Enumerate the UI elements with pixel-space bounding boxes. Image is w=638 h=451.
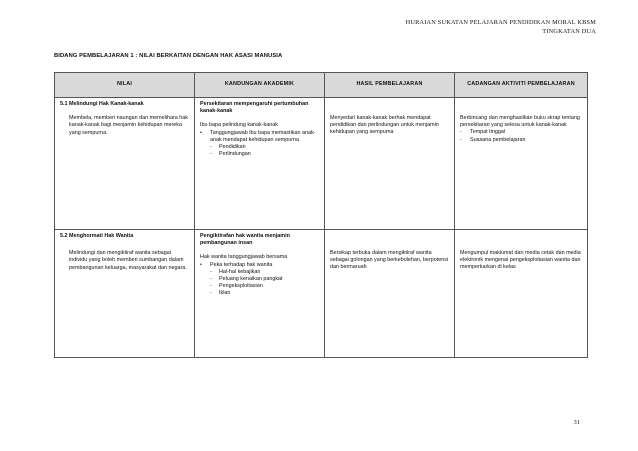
header-line-2: TINGKATAN DUA <box>542 28 596 35</box>
page-number: 31 <box>573 419 580 426</box>
dash-icon: - <box>460 136 462 143</box>
nilai-description: Melindungi dan mengiktiraf wanita sebagai individu yang boleh memberi sumbangan dalam pembangunan keluarga, masyarakat dan negara. <box>69 250 187 271</box>
dash-icon: - <box>210 276 212 283</box>
column-header-aktiviti: CADANGAN AKTIVITI PEMBELAJARAN <box>455 73 588 98</box>
dash-icon: - <box>210 290 212 297</box>
nilai-title: 5.1 Melindungi Hak Kanak-kanak <box>60 101 144 107</box>
kandungan-intro: Hak wanita tanggungjawab bersama <box>200 254 288 261</box>
aktiviti-cell <box>455 230 588 358</box>
kandungan-intro: Ibu bapa pelindung kanak-kanak <box>200 122 278 129</box>
kandungan-bullet: • Tanggungjawab ibu bapa memastikan anak-anak mendapat kehidupan sempurna <box>200 129 316 143</box>
hasil-cell <box>325 98 455 230</box>
learning-area-title: BIDANG PEMBELAJARAN 1 : NILAI BERKAITAN DENGAN HAK ASASI MANUSIA <box>54 53 283 59</box>
nilai-title: 5.2 Menghormati Hak Wanita <box>60 233 134 239</box>
kandungan-subitem: - Pengeksploitasian <box>210 283 263 290</box>
kandungan-subitem: - Perlindungan <box>210 151 251 158</box>
kandungan-subitem: - Iklan <box>210 290 231 297</box>
hasil-text: Menyedari kanak-kanak berhak mendapat pendidikan dan perlindungan untuk menjamin kehidupan yang sempurna <box>330 115 439 136</box>
kandungan-title: Persekitaran mempengaruhi pertumbuhan kanak-kanak <box>200 101 309 115</box>
dash-icon: - <box>460 129 462 136</box>
kandungan-subitem: - Hal-hal kebajikan <box>210 268 261 275</box>
aktiviti-subitem: - Tempat tinggal <box>460 129 506 136</box>
dash-icon: - <box>210 268 212 275</box>
kandungan-subitem: - Pendidikan <box>210 144 246 151</box>
syllabus-table <box>54 72 588 358</box>
hasil-cell <box>325 230 455 358</box>
kandungan-subitem: - Peluang kenaikan pangkat <box>210 276 283 283</box>
nilai-cell <box>55 230 195 358</box>
dash-icon: - <box>210 144 212 151</box>
table-row <box>55 98 588 230</box>
column-header-kandungan: KANDUNGAN AKADEMIK <box>195 73 325 98</box>
kandungan-bullet: • Peka terhadap hak wanita <box>200 261 273 268</box>
aktiviti-text: Berbincang dan menghasilkan buku skrap tentang persekitaran yang selesa untuk kanak-kanak <box>460 115 580 129</box>
bullet-icon: • <box>200 129 202 136</box>
aktiviti-text: Mengumpul maklumat dari media cetak dan media elektronik mengenai pengeksploitasian wanita dan memperkarkan di kelas <box>460 250 581 271</box>
header-line-1: HURAIAN SUKATAN PELAJARAN PENDIDIKAN MORAL KBSM <box>405 19 596 26</box>
bullet-icon: • <box>200 261 202 268</box>
dash-icon: - <box>210 283 212 290</box>
hasil-text: Bersikap terbuka dalam mengiktiraf wanita sebagai golongan yang berkebolehan, berpotensi dan bermaruah <box>330 250 449 271</box>
table-header-row <box>55 73 588 98</box>
column-header-hasil: HASIL PEMBELAJARAN <box>325 73 455 98</box>
kandungan-cell <box>195 98 325 230</box>
aktiviti-cell <box>455 98 588 230</box>
kandungan-cell <box>195 230 325 358</box>
table-row <box>55 230 588 358</box>
aktiviti-subitem: - Suasana pembelajaran <box>460 136 526 143</box>
nilai-cell <box>55 98 195 230</box>
document-header <box>336 18 596 36</box>
nilai-description: Membela, memberi naungan dan memelihara hak kanak-kanak bagi menjamin kehidupan mereka yang sempurna. <box>69 115 188 136</box>
dash-icon: - <box>210 151 212 158</box>
column-header-nilai: NILAI <box>55 73 195 98</box>
kandungan-title: Pengiktirafan hak wanita menjamin pembangunan insan <box>200 233 290 247</box>
